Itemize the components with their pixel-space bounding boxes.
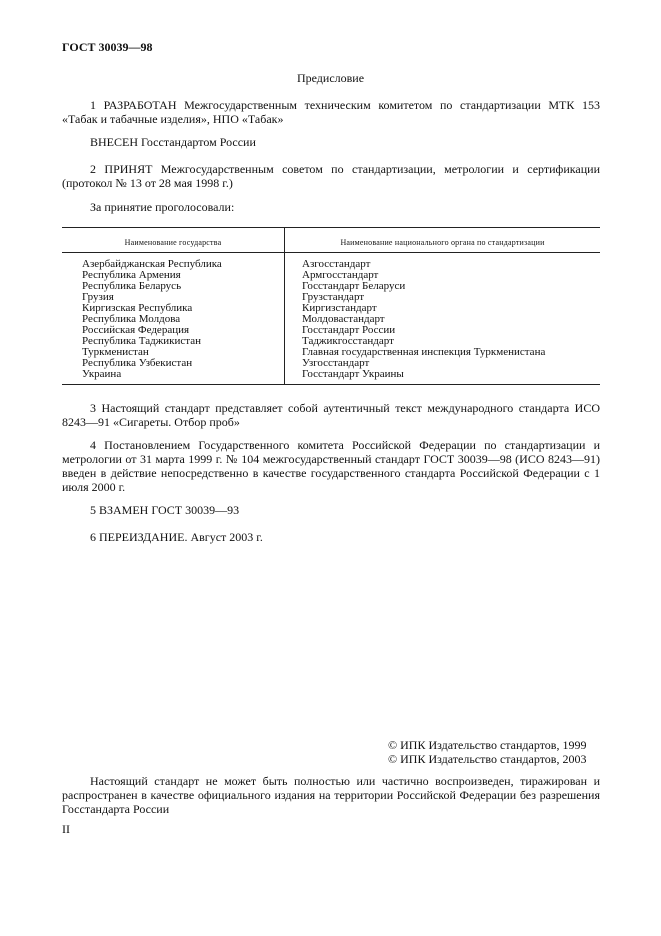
table-cell: Республика Беларусь: [82, 280, 182, 292]
table-cell: Киргизская Республика: [82, 302, 193, 314]
table-cell: Киргизстандарт: [302, 302, 377, 314]
table-cell: Республика Армения: [82, 269, 181, 281]
table-cell: Грузстандарт: [302, 291, 365, 303]
table-cell: Армгосстандарт: [302, 269, 379, 281]
paragraph-1b: ВНЕСЕН Госстандартом России: [90, 135, 256, 149]
table-header-rule: [62, 252, 600, 253]
table-cell: Грузия: [82, 291, 114, 303]
paragraph-6: 6 ПЕРЕИЗДАНИЕ. Август 2003 г.: [90, 530, 263, 544]
table-cell: Республика Узбекистан: [82, 357, 193, 369]
table-cell: Азербайджанская Республика: [82, 258, 222, 270]
table-cell: Госстандарт Беларуси: [302, 280, 406, 292]
table-header-body: Наименование национального органа по стандартизации: [340, 238, 545, 247]
paragraph-5: 5 ВЗАМЕН ГОСТ 30039—93: [90, 503, 240, 517]
copyright-line: © ИПК Издательство стандартов, 1999: [388, 738, 587, 752]
paragraph-4: 4 Постановлением Государственного комитета Российской Федерации по стандартизации и метрологии от 31 марта 1999 г. № 104 межгосударственный стандарт ГОСТ 30039—98 (ИСО 8243—91) введен в действие непосредственно в качестве государственного стандарта Российской Федерации с 1 июля 2000 г.: [62, 438, 600, 494]
table-cell: Госстандарт Украины: [302, 368, 404, 380]
table-cell: Республика Таджикистан: [82, 335, 201, 347]
copyright-line: © ИПК Издательство стандартов, 2003: [388, 752, 587, 766]
table-cell: Узгосстандарт: [302, 357, 370, 369]
table-cell: Республика Молдова: [82, 313, 181, 325]
table-cell: Молдовастандарт: [302, 313, 385, 325]
voting-table: [62, 227, 600, 385]
table-cell: Таджикгосстандарт: [302, 335, 394, 347]
table-cell: Азгосстандарт: [302, 258, 371, 270]
document-code: ГОСТ 30039—98: [62, 40, 153, 54]
table-cell: Госстандарт России: [302, 324, 396, 336]
paragraph-2: 2 ПРИНЯТ Межгосударственным советом по стандартизации, метрологии и сертификации (протокол № 13 от 28 мая 1998 г.): [62, 162, 600, 190]
table-column-bodies: [302, 259, 545, 380]
paragraph-1: 1 РАЗРАБОТАН Межгосударственным техническим комитетом по стандартизации МТК 153 «Табак и табачные изделия», НПО «Табак»: [62, 98, 600, 126]
table-cell: Украина: [82, 368, 122, 380]
reproduction-notice: Настоящий стандарт не может быть полностью или частично воспроизведен, тиражирован и распространен в качестве официального издания на территории Российской Федерации без разрешения Госстандарта России: [62, 774, 600, 816]
paragraph-3: 3 Настоящий стандарт представляет собой аутентичный текст международного стандарта ИСО 8243—91 «Сигареты. Отбор проб»: [62, 401, 600, 429]
copyright-block: [388, 738, 586, 766]
paragraph-2b: За принятие проголосовали:: [90, 200, 235, 214]
table-column-states: [82, 259, 222, 380]
table-cell: Главная государственная инспекция Туркменистана: [302, 346, 546, 358]
page-number: II: [62, 822, 70, 836]
table-cell: Российская Федерация: [82, 324, 190, 336]
table-header-state: Наименование государства: [124, 238, 222, 247]
table-cell: Туркменистан: [82, 346, 149, 358]
section-title: Предисловие: [296, 71, 365, 85]
